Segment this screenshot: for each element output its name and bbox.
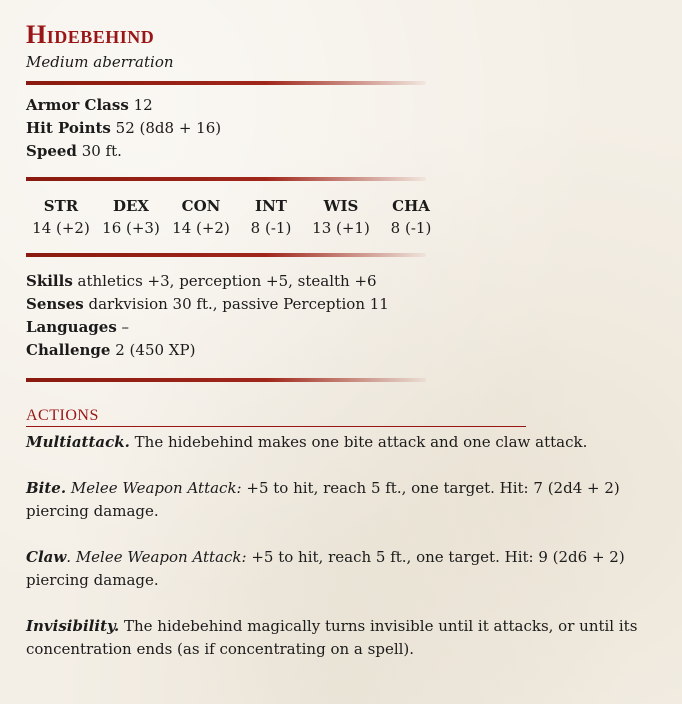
- action-attack-type: Melee Weapon Attack:: [70, 479, 242, 497]
- hit-points-line: [26, 117, 656, 140]
- ability-value: 13 (+1): [312, 219, 370, 237]
- languages-value: –: [121, 318, 130, 336]
- ability-wis: [306, 195, 376, 240]
- divider-rule: [26, 81, 426, 85]
- divider-rule: [26, 253, 426, 257]
- armor-class-label: Armor Class: [26, 96, 129, 114]
- languages-label: Languages: [26, 318, 117, 336]
- action-name: Invisibility.: [26, 617, 120, 635]
- armor-class-value: 12: [133, 96, 153, 114]
- action-text: +5 to hit, reach 5 ft., one target. Hit: 7 (2d4 + 2) piercing damage.: [26, 479, 620, 520]
- ability-name: CHA: [392, 197, 430, 215]
- speed-line: [26, 140, 656, 163]
- action-invisibility: [26, 615, 656, 661]
- hit-points-value: 52 (8d8 + 16): [115, 119, 222, 137]
- ability-value: 8 (-1): [390, 219, 432, 237]
- languages-line: [26, 316, 656, 339]
- ability-value: 8 (-1): [250, 219, 292, 237]
- speed-label: Speed: [26, 142, 77, 160]
- ability-cha: [376, 195, 446, 240]
- hit-points-label: Hit Points: [26, 119, 111, 137]
- ability-name: STR: [43, 197, 79, 215]
- action-name: Bite.: [26, 479, 67, 497]
- ability-name: WIS: [323, 197, 359, 215]
- skills-value: athletics +3, perception +5, stealth +6: [77, 272, 377, 290]
- monster-type: Medium aberration: [26, 53, 174, 71]
- ability-value: 14 (+2): [172, 219, 230, 237]
- ability-con: [166, 195, 236, 240]
- ability-dex: [96, 195, 166, 240]
- action-text: +5 to hit, reach 5 ft., one target. Hit: 9 (2d6 + 2) piercing damage.: [26, 548, 625, 589]
- ability-name: INT: [255, 197, 287, 215]
- challenge-value: 2 (450 XP): [115, 341, 196, 359]
- monster-name: Hidebehind: [26, 20, 155, 49]
- divider-rule: [26, 177, 426, 181]
- ability-int: [236, 195, 306, 240]
- ability-scores: [26, 195, 446, 240]
- ability-value: 16 (+3): [102, 219, 160, 237]
- action-text: The hidebehind magically turns invisible until it attacks, or until its concentration ends (as if concentrating on a spell).: [26, 617, 638, 658]
- senses-value: darkvision 30 ft., passive Perception 11: [88, 295, 389, 313]
- senses-line: [26, 293, 656, 316]
- ability-value: 14 (+2): [32, 219, 90, 237]
- challenge-label: Challenge: [26, 341, 111, 359]
- ability-str: [26, 195, 96, 240]
- skills-label: Skills: [26, 272, 73, 290]
- ability-name: CON: [181, 197, 221, 215]
- divider-rule: [26, 378, 426, 382]
- challenge-line: [26, 339, 656, 362]
- senses-label: Senses: [26, 295, 84, 313]
- action-multiattack: [26, 431, 656, 454]
- speed-value: 30 ft.: [81, 142, 122, 160]
- action-claw: [26, 546, 656, 592]
- armor-class-line: [26, 94, 656, 117]
- ability-name: DEX: [112, 197, 150, 215]
- skills-line: [26, 270, 656, 293]
- action-bite: [26, 477, 656, 523]
- action-attack-type: . Melee Weapon Attack:: [66, 548, 247, 566]
- action-name: Claw: [26, 548, 67, 566]
- action-name: Multiattack.: [26, 433, 130, 451]
- action-text: The hidebehind makes one bite attack and one claw attack.: [134, 433, 588, 451]
- actions-heading: ACTIONS: [26, 406, 526, 427]
